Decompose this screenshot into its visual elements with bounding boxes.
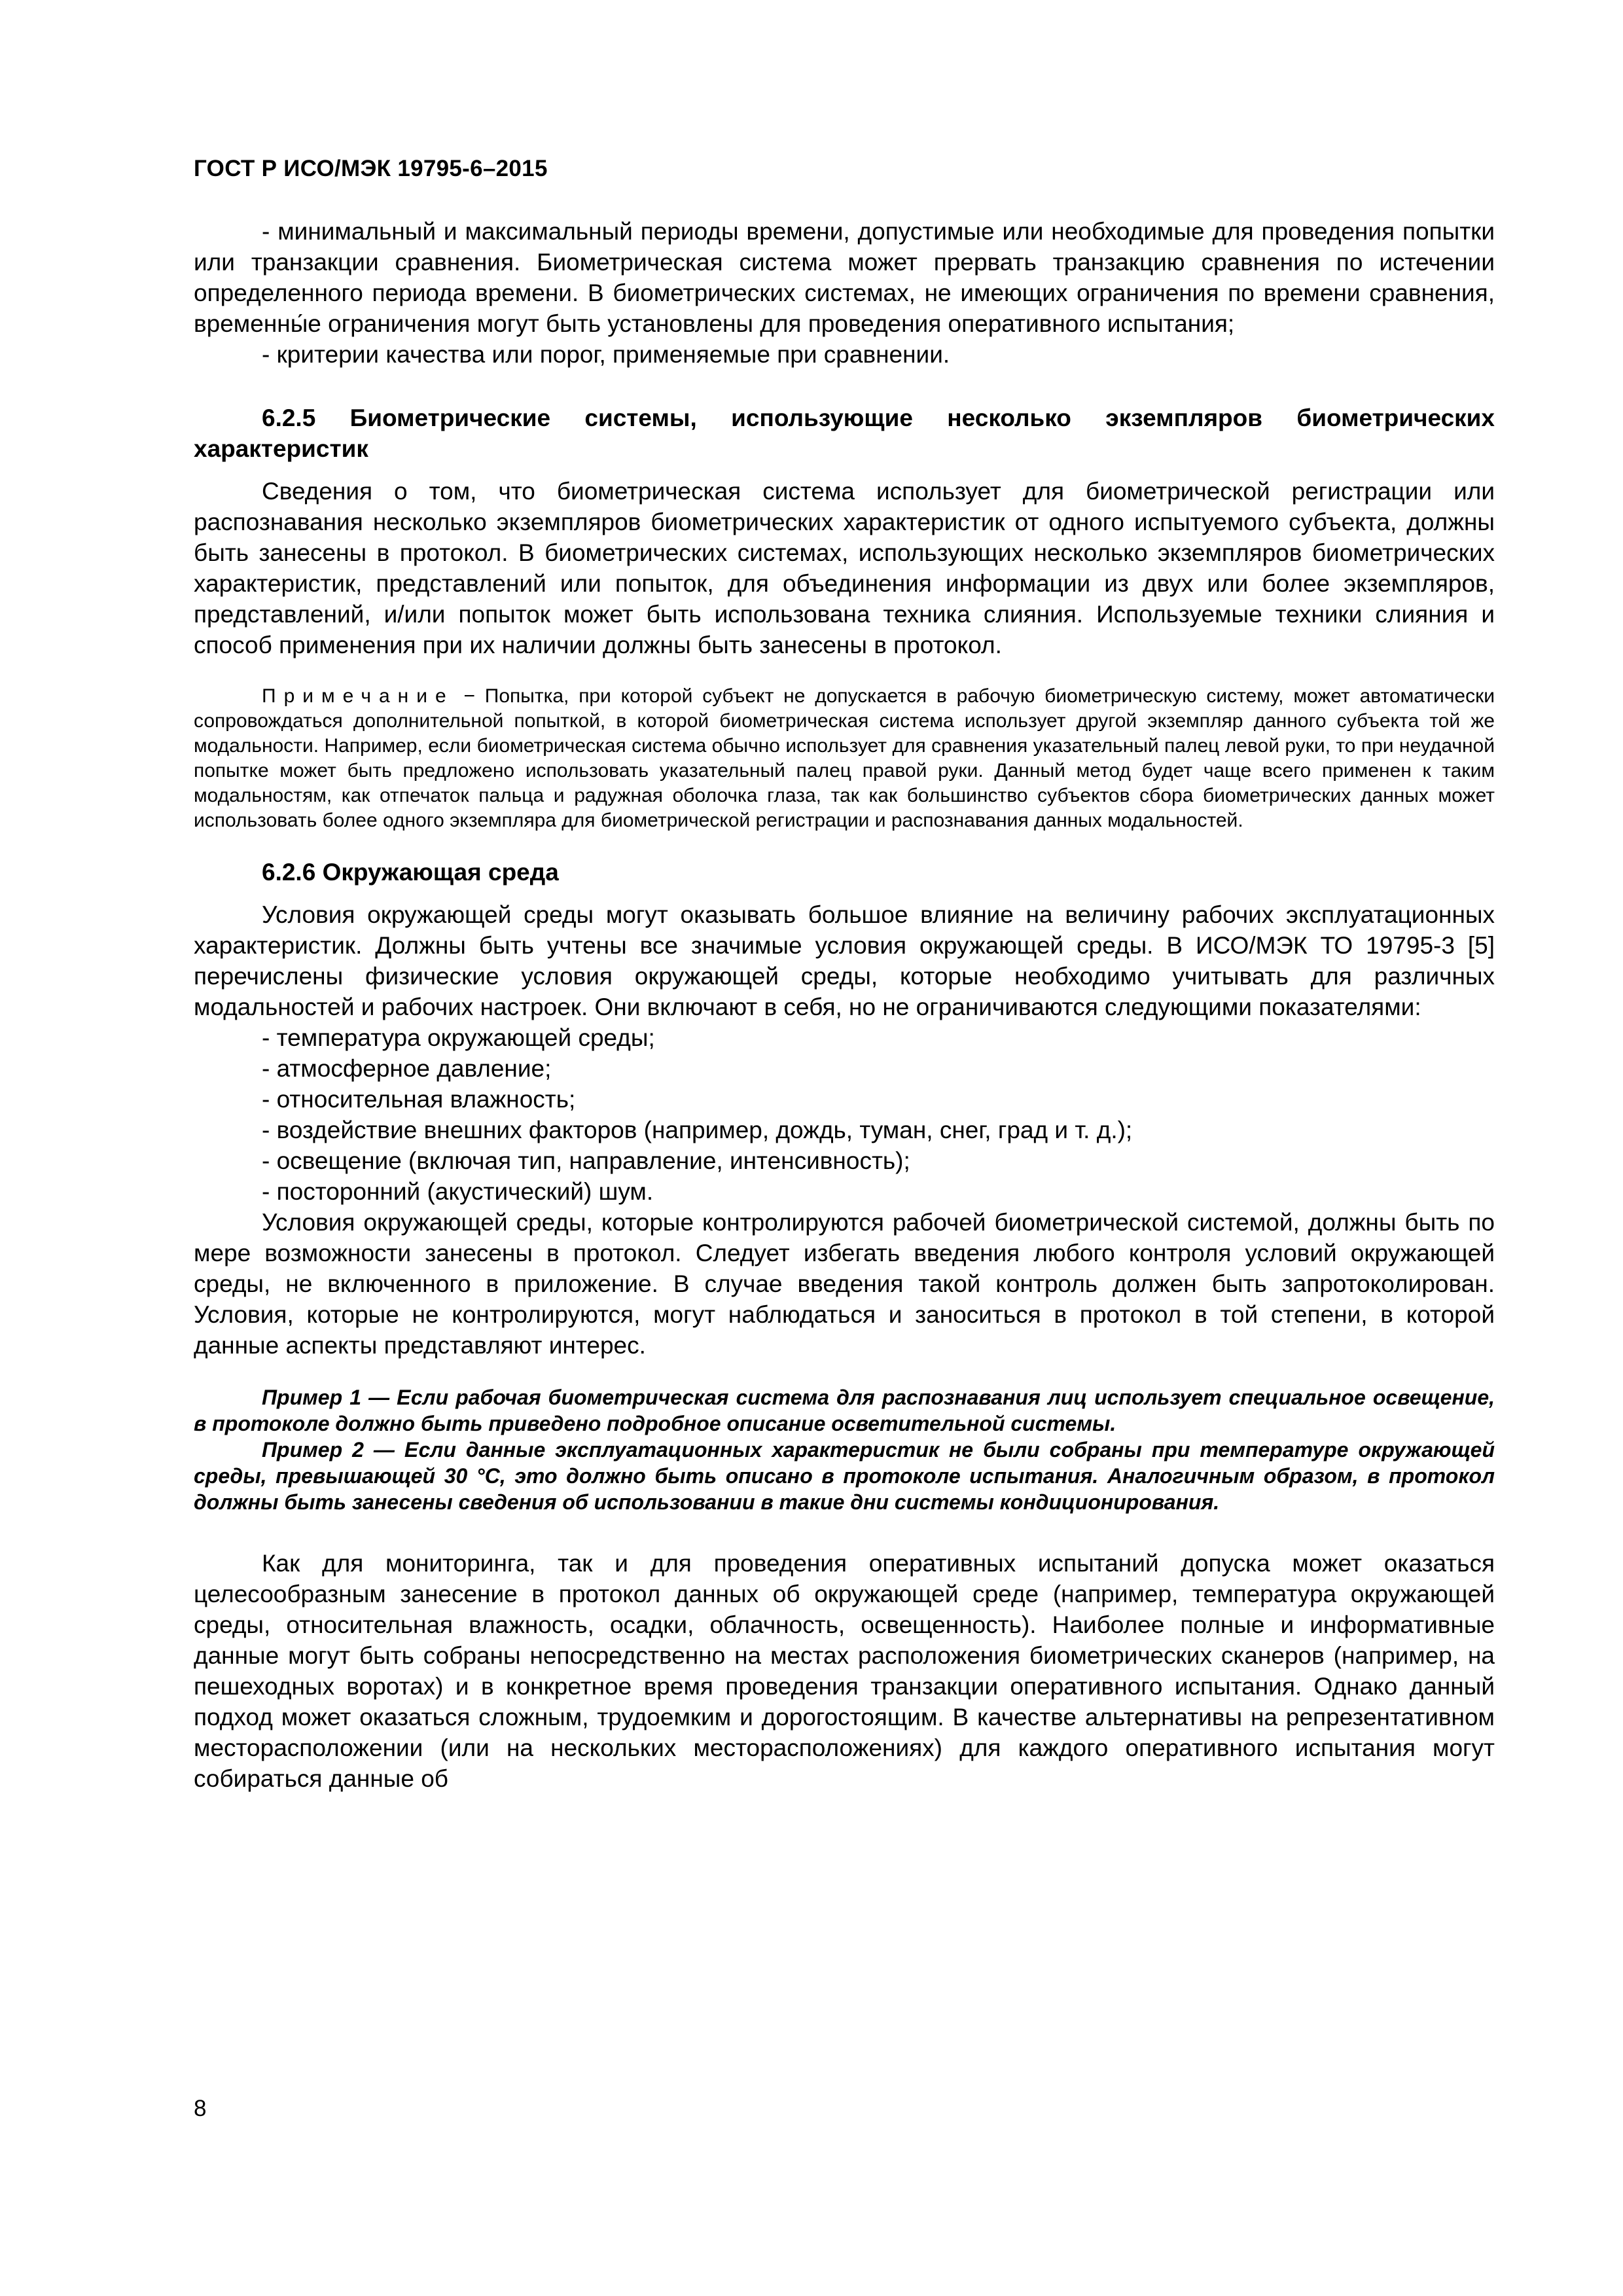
- paragraph-multi-instance: Сведения о том, что биометрическая система использует для биометрической регистрации или распознавания несколько экземпляров биометрических характеристик от одного испытуемого субъекта, должны быть занесены в протокол. В биометрических системах, использующих несколько экземпляров биометрических характеристик, представлений или попыток, для объединения информации из двух или более экземпляров, представлений, и/или попыток может быть использована техника слияния. Используемые техники слияния и способ применения при их наличии должны быть занесены в протокол.: [194, 478, 1495, 658]
- note-label: Примечание: [262, 685, 454, 707]
- list-item: - воздействие внешних факторов (например, дождь, туман, снег, град и т. д.);: [262, 1117, 1133, 1143]
- example-2: Пример 2 — Если данные эксплуатационных характеристик не были собраны при температуре окружающей среды, превышающей 30 °С, это должно быть описано в протоколе испытания. Аналогичным образом, в протокол должны быть занесены сведения об использовании в такие дни системы кондиционирования.: [194, 1438, 1495, 1514]
- list-item: - температура окружающей среды;: [262, 1024, 655, 1051]
- list-item: - относительная влажность;: [262, 1086, 576, 1113]
- list-item: - освещение (включая тип, направление, интенсивность);: [262, 1147, 910, 1174]
- paragraph-environment-control: Условия окружающей среды, которые контролируются рабочей биометрической системой, должны быть по мере возможности занесены в протокол. Следует избегать введения любого контроля условий окружающей среды, не включенного в приложение. В случае введения такой контроль должен быть запротоколирован. Условия, которые не контролируются, могут наблюдаться и заноситься в протокол в той степени, в которой данные аспекты представляют интерес.: [194, 1209, 1495, 1359]
- paragraph-environment-monitoring: Как для мониторинга, так и для проведения оперативных испытаний допуска может оказаться целесообразным занесение в протокол данных об окружающей среде (например, температура окружающей среды, относительная влажность, осадки, облачность, освещенность). Наиболее полные и информативные данные могут быть собраны непосредственно на местах расположения биометрических сканеров (например, на пешеходных воротах) и в конкретное время проведения транзакции оперативного испытания. Однако данный подход может оказаться сложным, трудоемким и дорогостоящим. В качестве альтернативы на репрезентативном месторасположении (или на нескольких месторасположениях) для каждого оперативного испытания могут собираться данные об: [194, 1550, 1495, 1792]
- list-item-time-periods: - минимальный и максимальный периоды времени, допустимые или необходимые для проведения попытки или транзакции сравнения. Биометрическая система может прервать транзакцию сравнения по истечении определенного периода времени. В биометрических системах, не имеющих ограничения по времени сравнения, временны́е ограничения могут быть установлены для проведения оперативного испытания;: [194, 218, 1495, 337]
- list-item: - посторонний (акустический) шум.: [262, 1178, 654, 1205]
- section-heading-6-2-6: 6.2.6 Окружающая среда: [262, 859, 559, 886]
- list-item: - атмосферное давление;: [262, 1055, 552, 1082]
- page-number: 8: [194, 2096, 207, 2121]
- note-text: − Попытка, при которой субъект не допускается в рабочую биометрическую систему, может автоматически сопровождаться дополнительной попыткой, в которой биометрическая система использует другой экземпляр данного субъекта той же модальности. Например, если биометрическая система обычно использует для сравнения указательный палец левой руки, то при неудачной попытке может быть предложено использовать указательный палец правой руки. Данный метод будет чаще всего применен к таким модальностям, как отпечаток пальца и радужная оболочка глаза, так как большинство субъектов сбора биометрических данных может использовать более одного экземпляра для биометрической регистрации и распознавания данных модальностей.: [194, 685, 1495, 831]
- example-1: Пример 1 — Если рабочая биометрическая система для распознавания лиц использует специальное освещение, в протоколе должно быть приведено подробное описание осветительной системы.: [194, 1386, 1495, 1435]
- paragraph-environment-intro: Условия окружающей среды могут оказывать большое влияние на величину рабочих эксплуатационных характеристик. Должны быть учтены все значимые условия окружающей среды. В ИСО/МЭК ТО 19795-3 [5] перечислены физические условия окружающей среды, которые необходимо учитывать для различных модальностей и рабочих настроек. Они включают в себя, но не ограничиваются следующими показателями:: [194, 901, 1495, 1020]
- section-heading-6-2-5: 6.2.5 Биометрические системы, использующие несколько экземпляров биометрических характеристик: [194, 404, 1495, 462]
- page-content: [194, 216, 1495, 1794]
- list-item-quality-criteria: - критерии качества или порог, применяемые при сравнении.: [262, 341, 950, 368]
- note-paragraph: [194, 684, 1495, 833]
- document-header: ГОСТ Р ИСО/МЭК 19795-6–2015: [194, 156, 548, 181]
